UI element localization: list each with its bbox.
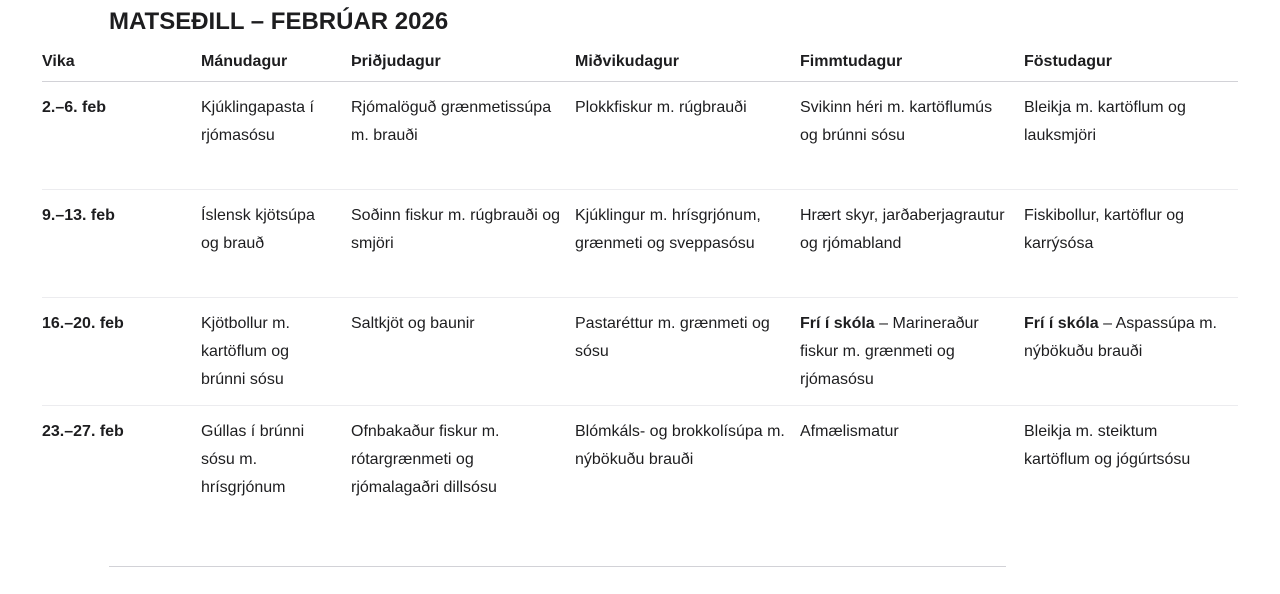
page-title: MATSEÐILL – FEBRÚAR 2026 xyxy=(109,8,449,35)
table-row xyxy=(42,190,1238,298)
table-row xyxy=(42,406,1238,514)
monday-cell: Kjúklingapasta í rjómasósu xyxy=(201,82,351,190)
table-row xyxy=(42,82,1238,190)
header-friday: Föstudagur xyxy=(1024,46,1238,82)
header-wednesday: Miðvikudagur xyxy=(575,46,800,82)
thursday-cell xyxy=(800,298,1024,406)
table-row xyxy=(42,298,1238,406)
monday-cell: Kjötbollur m. kartöflum og brúnni sósu xyxy=(201,298,351,406)
school-holiday-note: Frí í skóla xyxy=(800,315,875,332)
monday-cell: Gúllas í brúnni sósu m. hrísgrjónum xyxy=(201,423,305,496)
table-header-row xyxy=(42,46,1238,82)
lunch-menu-table xyxy=(42,46,1238,513)
school-holiday-note: Frí í skóla xyxy=(1024,315,1099,332)
wednesday-cell: Kjúklingur m. hrísgrjónum, grænmeti og sveppasósu xyxy=(575,190,800,298)
week-cell: 9.–13. feb xyxy=(42,190,201,298)
friday-dish: – Aspassúpa m. nýbökuðu brauði xyxy=(1024,315,1217,360)
thursday-dish: – Marineraður fiskur m. grænmeti og rjómasósu xyxy=(800,315,979,388)
header-thursday: Fimmtudagur xyxy=(800,46,1024,82)
monday-cell: Íslensk kjötsúpa og brauð xyxy=(201,190,351,298)
header-tuesday: Þriðjudagur xyxy=(351,46,575,82)
tuesday-cell: Soðinn fiskur m. rúgbrauði og smjöri xyxy=(351,190,575,298)
friday-cell: Bleikja m. kartöflum og lauksmjöri xyxy=(1024,82,1238,190)
header-monday: Mánudagur xyxy=(201,46,351,82)
thursday-cell: Afmælismatur xyxy=(800,423,899,440)
tuesday-cell: Ofnbakaður fiskur m. rótargrænmeti og rjómalagaðri dillsósu xyxy=(351,423,500,496)
week-cell: 16.–20. feb xyxy=(42,298,201,406)
header-week: Vika xyxy=(42,46,201,82)
tuesday-cell: Rjómalöguð grænmetissúpa m. brauði xyxy=(351,82,575,190)
tuesday-cell: Saltkjöt og baunir xyxy=(351,298,575,406)
friday-cell xyxy=(1024,298,1238,406)
footer-divider xyxy=(109,566,1006,567)
friday-cell: Bleikja m. steiktum kartöflum og jógúrtsósu xyxy=(1024,423,1191,468)
week-cell: 2.–6. feb xyxy=(42,82,201,190)
wednesday-cell: Plokkfiskur m. rúgbrauði xyxy=(575,82,800,190)
thursday-cell: Svikinn héri m. kartöflumús og brúnni sósu xyxy=(800,82,1024,190)
week-cell: 23.–27. feb xyxy=(42,423,124,440)
wednesday-cell: Blómkáls- og brokkolísúpa m. nýbökuðu brauði xyxy=(575,423,785,468)
wednesday-cell: Pastaréttur m. grænmeti og sósu xyxy=(575,298,800,406)
friday-cell: Fiskibollur, kartöflur og karrýsósa xyxy=(1024,190,1238,298)
thursday-cell: Hrært skyr, jarðaberjagrautur og rjómabland xyxy=(800,190,1024,298)
